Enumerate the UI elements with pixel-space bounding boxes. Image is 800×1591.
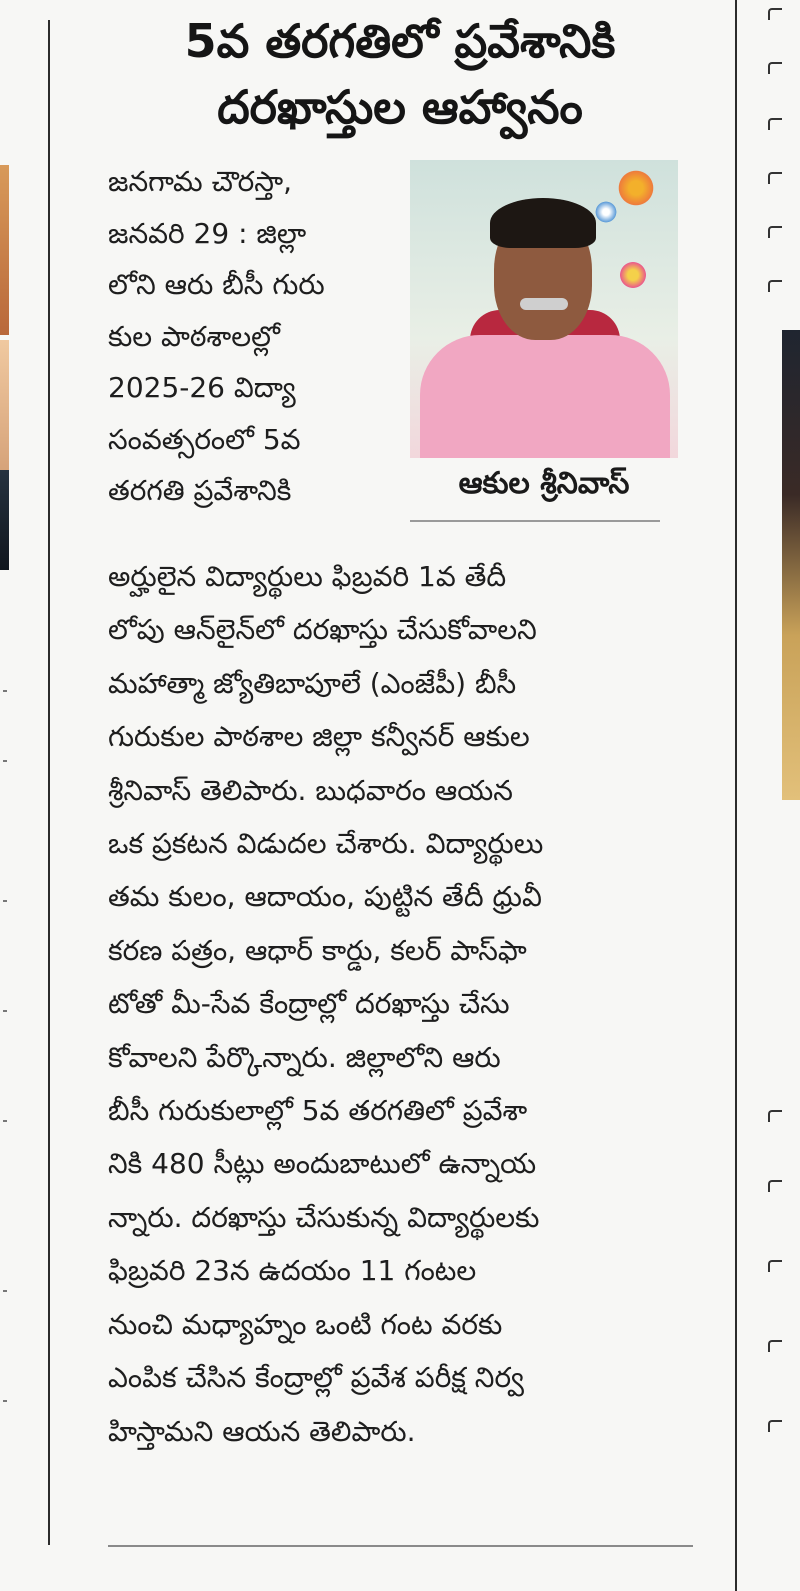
left-text-fragment	[3, 1400, 7, 1402]
left-text-fragment	[3, 1120, 7, 1122]
hair	[490, 198, 596, 248]
right-text-fragment	[768, 118, 782, 130]
article-end-rule	[108, 1545, 693, 1547]
left-text-fragment	[3, 690, 7, 692]
right-text-fragment	[768, 1180, 782, 1192]
flower-decoration	[618, 260, 648, 290]
right-photo-fragment	[782, 330, 800, 800]
moustache	[520, 298, 568, 310]
right-text-fragment	[768, 8, 782, 20]
portrait-photo	[410, 160, 678, 458]
right-text-fragment	[768, 1260, 782, 1272]
headline	[60, 8, 740, 140]
left-text-fragment	[3, 760, 7, 762]
left-photo-fragment-2	[0, 340, 9, 470]
right-text-fragment	[768, 172, 782, 184]
left-text-fragment	[3, 1290, 7, 1292]
flower-decoration	[616, 168, 656, 208]
pink-shirt	[420, 335, 670, 458]
right-column-fragment	[760, 0, 800, 1591]
column-rule-left	[48, 20, 50, 1545]
right-text-fragment	[768, 280, 782, 292]
article-lead: జనగామ చౌరస్తా, జనవరి 29 : జిల్లా లోని ఆరు బీసీ గురు కుల పాఠశాలల్లో 2025-26 విద్యా సంవత్సరంలో 5వ తరగతి ప్రవేశానికి	[108, 165, 325, 507]
left-photo-fragment	[0, 165, 9, 335]
photo-caption: ఆకుల శ్రీనివాస్	[458, 466, 630, 501]
right-text-fragment	[768, 1420, 782, 1432]
headline-line-1: 5వ తరగతిలో ప్రవేశానికి	[184, 14, 616, 68]
left-text-fragment	[3, 1010, 7, 1012]
right-text-fragment	[768, 1340, 782, 1352]
flower-decoration	[594, 200, 618, 224]
caption-rule	[410, 520, 660, 522]
column-rule-right	[735, 0, 737, 1591]
right-text-fragment	[768, 62, 782, 74]
headline-line-2: దరఖాస్తుల ఆహ్వానం	[217, 80, 583, 134]
left-photo-fragment-3	[0, 470, 9, 570]
left-column-fragment	[0, 0, 14, 1591]
right-text-fragment	[768, 1110, 782, 1122]
left-text-fragment	[3, 900, 7, 902]
article-body: అర్హులైన విద్యార్థులు ఫిబ్రవరి 1వ తేదీ లోపు ఆన్‌లైన్‌లో దరఖాస్తు చేసుకోవాలని మహాత్మా జ్యోతిబాపూలే (ఎంజేపీ) బీసీ గురుకుల పాఠశాల జిల్లా కన్వీనర్ ఆకుల శ్రీనివాస్ తెలిపారు. బుధవారం ఆయన ఒక ప్రకటన విడుదల చేశారు. విద్యార్థులు తమ కులం, ఆదాయం, పుట్టిన తేదీ ధ్రువీ కరణ పత్రం, ఆధార్ కార్డు, కలర్ పాస్‌ఫా టోతో మీ-సేవ కేంద్రాల్లో దరఖాస్తు చేసు కోవాలని పేర్కొన్నారు. జిల్లాలోని ఆరు బీసీ గురుకులాల్లో 5వ తరగతిలో ప్రవేశా నికి 480 సీట్లు అందుబాటులో ఉన్నాయ న్నారు. దరఖాస్తు చేసుకున్న విద్యార్థులకు ఫిబ్రవరి 23న ఉదయం 11 గంటల నుంచి మధ్యాహ్నం ఒంటి గంట వరకు ఎంపిక చేసిన కేంద్రాల్లో ప్రవేశ పరీక్ష నిర్వ హిస్తామని ఆయన తెలిపారు.	[108, 560, 544, 1448]
right-text-fragment	[768, 226, 782, 238]
